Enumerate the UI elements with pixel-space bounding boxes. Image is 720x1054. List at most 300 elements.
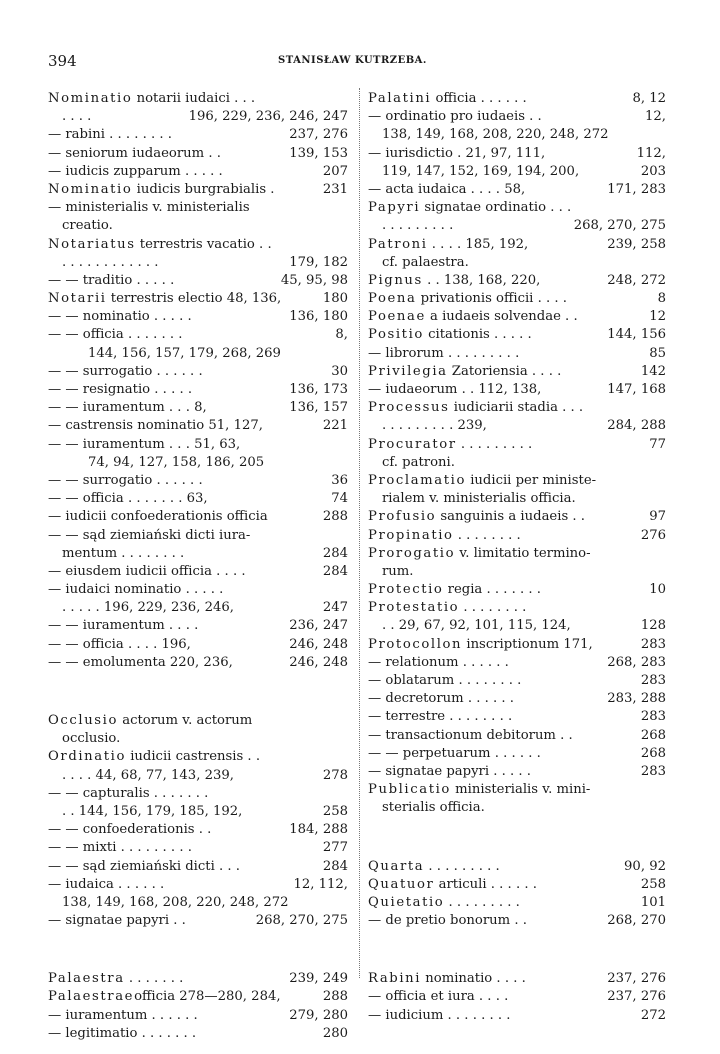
entry-pages <box>662 490 666 508</box>
index-entry <box>48 181 348 199</box>
entry-text: — ordinatio pro iudaeis . . <box>368 109 542 125</box>
entry-label <box>48 181 275 199</box>
index-entry <box>48 254 348 272</box>
entry-pages: 283 <box>640 673 666 688</box>
entry-label <box>48 970 183 988</box>
entry-label <box>382 799 485 817</box>
index-entry <box>368 1007 666 1025</box>
entry-text: — — sąd ziemiański dicti iura- <box>48 527 251 543</box>
entry-label <box>48 912 186 930</box>
entry-pages: 101 <box>640 894 666 910</box>
index-entry <box>368 217 666 235</box>
entry-pages: 8, <box>335 327 348 343</box>
entry-text: . . . . <box>62 109 92 125</box>
entry-pages <box>662 454 666 472</box>
entry-label <box>48 399 207 417</box>
entry-keyword: Protestatio <box>368 600 460 616</box>
entry-pages <box>662 545 666 563</box>
entry-pages: 8 <box>657 291 666 307</box>
entry-pages: 246, 248 <box>289 636 348 652</box>
entry-text: cf. patroni. <box>382 454 455 470</box>
entry-text: cf. palaestra. <box>382 254 469 270</box>
entry-text: officia . . . . . . <box>431 91 527 106</box>
index-entry <box>368 599 666 617</box>
entry-text: . . . . . 196, 229, 236, 246, <box>62 600 234 616</box>
entry-text: 144, 156, 157, 179, 268, 269 <box>88 345 281 361</box>
entry-pages: 239, 258 <box>607 236 666 252</box>
entry-label <box>368 181 525 199</box>
index-entry <box>48 876 348 894</box>
entry-keyword: Poenae <box>368 309 426 325</box>
entry-label <box>368 290 567 308</box>
entry-pages: 112, <box>636 145 666 161</box>
index-entry <box>368 545 666 563</box>
index-entry <box>368 417 666 435</box>
entry-text: sanguinis a iudaeis . . <box>436 509 585 525</box>
entry-label <box>368 599 526 617</box>
entry-keyword: Notariatus <box>48 236 136 252</box>
entry-text: — iudaica . . . . . . <box>48 876 165 892</box>
entry-pages: 97 <box>649 509 666 525</box>
entry-label <box>382 490 576 508</box>
entry-text: — ministerialis v. ministerialis <box>48 200 250 216</box>
entry-label <box>368 399 583 417</box>
entry-pages: 236, 247 <box>289 618 348 634</box>
entry-keyword: Nominatio <box>48 181 133 197</box>
entry-pages: 268, 270, 275 <box>573 218 666 234</box>
entry-pages: 284, 288 <box>607 418 666 434</box>
entry-text: — signatae papyri . . . . . <box>368 763 531 779</box>
index-entry <box>48 326 348 344</box>
entry-text: — eiusdem iudicii officia . . . . <box>48 563 246 579</box>
entry-label <box>88 345 281 363</box>
entry-label <box>48 748 260 766</box>
entry-label <box>368 345 519 363</box>
entry-keyword: Quietatio <box>368 894 445 910</box>
index-entry <box>48 636 348 654</box>
entry-text: . . . . . . . . . <box>444 894 520 910</box>
entry-text: . . . . . . . . <box>459 600 527 616</box>
entry-pages: 8, 12 <box>632 91 666 106</box>
entry-label <box>62 803 242 821</box>
entry-pages <box>662 472 666 490</box>
entry-text: — de pretio bonorum . . <box>368 913 527 929</box>
entry-label <box>48 785 208 803</box>
index-entry <box>368 745 666 763</box>
entry-label <box>48 988 281 1006</box>
entry-pages <box>344 454 348 472</box>
entry-pages: 237, 276 <box>607 971 666 987</box>
entry-text: — — surrogatio . . . . . . <box>48 472 203 488</box>
entry-pages <box>662 799 666 817</box>
entry-keyword: Profusio <box>368 509 437 525</box>
entry-label <box>62 767 234 785</box>
index-entry <box>48 308 348 326</box>
entry-label <box>382 254 469 272</box>
entry-text: — transactionum debitorum . . <box>368 727 573 743</box>
entry-keyword: Protocollon <box>368 636 463 652</box>
entry-text: — decretorum . . . . . . <box>368 691 514 707</box>
index-entry <box>48 712 348 730</box>
entry-label <box>368 236 528 254</box>
entry-pages: 258 <box>322 803 348 819</box>
entry-text: — iudicium . . . . . . . . <box>368 1007 511 1023</box>
entry-text: iudiciarii stadia . . . <box>449 400 584 416</box>
column-divider <box>359 88 360 978</box>
entry-text: — — iuramentum . . . 51, 63, <box>48 436 241 452</box>
entry-label <box>48 858 240 876</box>
index-entry <box>368 727 666 745</box>
entry-text: . . . . 44, 68, 77, 143, 239, <box>62 767 234 783</box>
index-entry <box>48 399 348 417</box>
entry-pages: 283, 288 <box>607 691 666 707</box>
entry-pages <box>344 436 348 454</box>
entry-pages: 144, 156 <box>607 327 666 343</box>
entry-text: . . . . . . . . . <box>456 436 533 452</box>
entry-label <box>368 508 585 526</box>
entry-keyword: Occlusio <box>48 713 119 728</box>
entry-label <box>48 363 203 381</box>
index-entry <box>368 436 666 454</box>
index-entry <box>368 236 666 254</box>
entry-pages: 221 <box>322 418 348 434</box>
index-entry <box>48 236 348 254</box>
entry-label <box>382 417 487 435</box>
entry-pages: 288 <box>322 989 348 1005</box>
entry-label <box>48 199 250 217</box>
index-entry <box>368 345 666 363</box>
entry-pages <box>344 785 348 803</box>
entry-text: — relationum . . . . . . <box>368 654 509 670</box>
entry-label <box>48 145 221 163</box>
entry-text: rum. <box>382 563 414 579</box>
entry-pages: 231 <box>322 181 348 197</box>
entry-text: — librorum . . . . . . . . . <box>368 345 520 361</box>
index-entry <box>48 217 348 235</box>
entry-pages: 268, 270, 275 <box>255 913 348 929</box>
entry-label <box>368 527 521 545</box>
entry-pages <box>344 236 348 254</box>
entry-label <box>368 912 527 930</box>
entry-text: a iudaeis solvendae . . <box>425 309 578 325</box>
index-entry <box>368 527 666 545</box>
entry-pages: 277 <box>322 840 348 856</box>
entry-label <box>368 894 520 912</box>
index-entry <box>48 472 348 490</box>
index-entry <box>48 345 348 363</box>
entry-label <box>62 108 91 126</box>
entry-text: — — nominatio . . . . . <box>48 309 192 325</box>
entry-label <box>48 654 233 672</box>
entry-text: — oblatarum . . . . . . . . <box>368 673 522 688</box>
entry-pages <box>662 199 666 217</box>
entry-pages: 248, 272 <box>607 272 666 288</box>
entry-label <box>48 1025 196 1043</box>
entry-text: citationis . . . . . <box>423 327 532 343</box>
entry-pages: 184, 288 <box>289 822 348 838</box>
entry-text: — — officia . . . . . . . 63, <box>48 491 208 507</box>
entry-text: — — officia . . . . 196, <box>48 636 191 652</box>
entry-pages: 268, 283 <box>607 654 666 670</box>
entry-label <box>368 636 593 654</box>
index-entry <box>368 308 666 326</box>
index-entry <box>368 654 666 672</box>
entry-pages: 279, 280 <box>289 1007 348 1023</box>
entry-pages <box>662 254 666 272</box>
entry-label <box>48 876 164 894</box>
entry-pages: 207 <box>322 163 348 179</box>
entry-pages: 280 <box>322 1025 348 1041</box>
entry-pages <box>662 399 666 417</box>
entry-label <box>48 436 240 454</box>
entry-pages <box>662 563 666 581</box>
entry-pages: 283 <box>640 709 666 725</box>
entry-label <box>368 436 532 454</box>
entry-pages <box>344 748 348 766</box>
entry-keyword: Papyri <box>368 200 421 216</box>
entry-label <box>48 90 255 108</box>
entry-label <box>48 326 182 344</box>
entry-label <box>382 617 571 635</box>
entry-text: — seniorum iudaeorum . . <box>48 145 221 161</box>
entry-label <box>48 472 203 490</box>
index-entry <box>368 126 666 144</box>
entry-text: — — iuramentum . . . 8, <box>48 400 207 416</box>
entry-text: . . 144, 156, 179, 185, 192, <box>62 803 243 819</box>
entry-pages: 247 <box>322 600 348 616</box>
entry-label <box>48 490 208 508</box>
entry-label <box>48 617 198 635</box>
entry-label <box>368 472 596 490</box>
index-entry <box>48 894 348 912</box>
entry-text: . . . . . . . . . <box>382 218 454 234</box>
entry-label <box>368 363 561 381</box>
index-entry <box>368 108 666 126</box>
entry-pages: 36 <box>331 472 348 488</box>
entry-label <box>382 126 609 144</box>
entry-pages <box>344 90 348 108</box>
entry-text: — iudaici nominatio . . . . . <box>48 582 224 598</box>
entry-text: terrestris electio 48, 136, <box>106 291 282 307</box>
index-entry <box>48 617 348 635</box>
index-entry <box>368 894 666 912</box>
entry-pages: 203 <box>640 163 666 179</box>
entry-text: — iudicii confoederationis officia <box>48 509 268 525</box>
entry-pages: 284 <box>322 545 348 561</box>
entry-pages: 77 <box>649 436 666 452</box>
index-entry <box>368 581 666 599</box>
entry-text: notarii iudaici . . . <box>132 91 256 106</box>
entry-keyword: Prorogatio <box>368 545 456 561</box>
index-entry <box>48 1007 348 1025</box>
entry-keyword: Proclamatio <box>368 472 467 488</box>
index-entry <box>368 799 666 817</box>
index-entry <box>48 145 348 163</box>
entry-text: inscriptionum 171, <box>462 636 593 652</box>
index-entry <box>48 821 348 839</box>
page-header <box>48 52 678 74</box>
index-entry <box>368 399 666 417</box>
entry-pages: 283 <box>640 636 666 652</box>
entry-keyword: Propinatio <box>368 527 454 543</box>
entry-label <box>368 1007 510 1025</box>
entry-text: — iurisdictio . 21, 97, 111, <box>368 145 546 161</box>
entry-text: officia 278—280, 284, <box>134 989 281 1005</box>
index-entry <box>48 858 348 876</box>
index-entry <box>48 563 348 581</box>
entry-text: ministerialis v. mini- <box>450 782 591 798</box>
entry-keyword: Pignus <box>368 272 423 288</box>
entry-text: — officia et iura . . . . <box>368 989 509 1005</box>
index-entry <box>48 767 348 785</box>
index-entry <box>48 839 348 857</box>
entry-label <box>62 894 289 912</box>
entry-text: — iudaeorum . . 112, 138, <box>368 382 542 397</box>
entry-text: — — officia . . . . . . . <box>48 327 183 343</box>
index-entry <box>48 803 348 821</box>
index-entry <box>48 454 348 472</box>
index-entry <box>48 912 348 930</box>
entry-text: iudicii castrensis . . <box>126 749 261 765</box>
entry-label <box>62 730 120 748</box>
entry-label <box>62 599 234 617</box>
index-entry <box>48 272 348 290</box>
entry-pages: 10 <box>649 582 666 598</box>
entry-text: — — mixti . . . . . . . . . <box>48 840 192 856</box>
index-entry <box>48 381 348 399</box>
entry-label <box>368 876 537 894</box>
entry-label <box>368 988 508 1006</box>
entry-keyword: Notarii <box>48 291 107 307</box>
entry-keyword: Palaestra <box>48 971 125 987</box>
entry-text: — legitimatio . . . . . . . <box>48 1025 197 1041</box>
entry-label <box>62 254 158 272</box>
index-entry <box>48 108 348 126</box>
entry-text: 119, 147, 152, 169, 194, 200, <box>382 163 580 179</box>
entry-text: — — iuramentum . . . . <box>48 618 199 634</box>
entry-pages <box>344 581 348 599</box>
entry-label <box>368 381 541 399</box>
entry-pages: 284 <box>322 858 348 874</box>
entry-keyword: Nominatio <box>48 91 133 106</box>
entry-pages: 171, 283 <box>607 181 666 197</box>
entry-keyword: Poena <box>368 291 417 307</box>
entry-text: — — perpetuarum . . . . . . <box>368 745 541 761</box>
entry-text: v. limitatio termino- <box>455 545 591 561</box>
index-entry <box>368 690 666 708</box>
index-entry <box>368 876 666 894</box>
entry-pages: 239, 249 <box>289 971 348 987</box>
index-entry <box>48 654 348 672</box>
entry-pages <box>344 217 348 235</box>
index-entry <box>368 672 666 690</box>
index-entry <box>368 326 666 344</box>
entry-label <box>48 381 192 399</box>
entry-label <box>382 163 579 181</box>
entry-pages: 45, 95, 98 <box>280 272 348 288</box>
page-number: 394 <box>48 52 77 70</box>
entry-label <box>368 970 526 988</box>
entry-text: . . . . . . . . <box>453 527 521 543</box>
entry-pages: 85 <box>649 345 666 361</box>
entry-pages: 179, 182 <box>289 254 348 270</box>
index-entry <box>368 199 666 217</box>
entry-pages: 74 <box>331 491 348 507</box>
entry-label <box>88 454 264 472</box>
index-entry <box>368 563 666 581</box>
entry-text: signatae ordinatio . . . <box>420 200 572 216</box>
entry-label <box>48 1007 198 1025</box>
entry-text: . . 138, 168, 220, <box>422 272 541 288</box>
entry-text: . . . . 185, 192, <box>427 236 529 252</box>
entry-pages: 136, 157 <box>289 400 348 416</box>
index-entry <box>368 254 666 272</box>
entry-text: — rabini . . . . . . . . <box>48 127 172 143</box>
index-entry <box>48 785 348 803</box>
entry-pages: 139, 153 <box>289 145 348 161</box>
running-title: STANISŁAW KUTRZEBA. <box>278 55 427 66</box>
entry-label <box>368 326 532 344</box>
entry-pages <box>344 345 348 363</box>
entry-label <box>62 217 113 235</box>
entry-pages: 237, 276 <box>607 989 666 1005</box>
entry-label <box>48 272 174 290</box>
index-entry <box>48 970 348 988</box>
entry-pages: 276 <box>640 527 666 543</box>
entry-label <box>48 417 263 435</box>
entry-text: regia . . . . . . . <box>443 582 541 598</box>
entry-text: 138, 149, 168, 208, 220, 248, 272 <box>62 894 289 910</box>
entry-pages <box>344 199 348 217</box>
entry-label <box>368 145 545 163</box>
entry-keyword: Ordinatio <box>48 749 126 765</box>
index-entry <box>48 163 348 181</box>
entry-pages: 272 <box>640 1007 666 1023</box>
entry-pages: 90, 92 <box>624 858 666 874</box>
entry-label <box>368 308 578 326</box>
entry-pages: 258 <box>640 876 666 892</box>
entry-pages: 288 <box>322 509 348 525</box>
entry-label <box>368 90 527 108</box>
entry-pages <box>344 712 348 730</box>
index-entry <box>368 636 666 654</box>
index-entry <box>368 781 666 799</box>
entry-text: — — confoederationis . . <box>48 822 212 838</box>
entry-label <box>48 839 192 857</box>
entry-keyword: Quarta <box>368 858 425 874</box>
index-entry <box>48 730 348 748</box>
entry-text: rialem v. ministerialis officia. <box>382 491 576 507</box>
entry-label <box>368 727 573 745</box>
index-entry <box>368 988 666 1006</box>
index-entry <box>368 508 666 526</box>
index-entry <box>48 126 348 144</box>
index-entry <box>368 163 666 181</box>
entry-label <box>62 545 184 563</box>
index-entry <box>368 290 666 308</box>
entry-keyword: Palaestrae <box>48 989 135 1005</box>
index-entry <box>368 617 666 635</box>
entry-text: sterialis officia. <box>382 800 485 816</box>
entry-label <box>48 163 223 181</box>
entry-label <box>368 581 541 599</box>
section-gap <box>368 930 666 970</box>
entry-keyword: Patroni <box>368 236 428 252</box>
entry-label <box>368 654 509 672</box>
index-entry <box>368 145 666 163</box>
entry-text: — iuramentum . . . . . . <box>48 1007 198 1023</box>
entry-pages: 268, 270 <box>607 913 666 929</box>
